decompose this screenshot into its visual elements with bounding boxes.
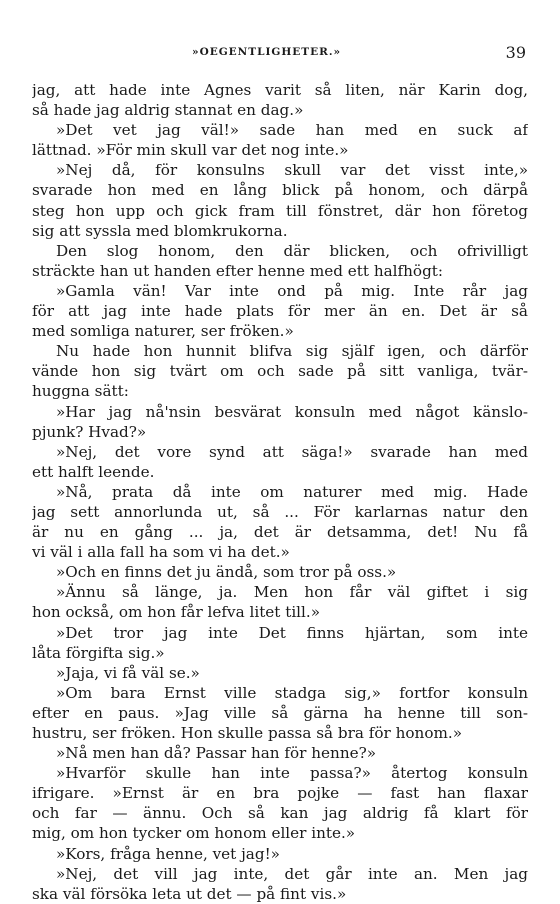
text-line: »Nå, prata då inte om naturer med mig. Hade (56, 482, 528, 501)
text-line: huggna sätt: (32, 382, 129, 401)
text-line: och far — ännu. Och så kan jag aldrig få klart för (32, 804, 528, 823)
text-line: »Nej då, för konsulns skull var det visst inte,» (56, 161, 528, 180)
text-line: »Det vet jag väl!» sade han med en suck af (56, 121, 528, 140)
text-line: »Kors, fråga henne, vet jag!» (56, 844, 280, 863)
text-line: Den slog honom, den där blicken, och ofrivilligt (56, 241, 528, 260)
text-line: »Det tror jag inte Det finns hjärtan, som inte (56, 623, 528, 642)
text-line: »Har jag nå'nsin besvärat konsuln med något känslo- (56, 402, 528, 421)
text-line: pjunk? Hvad?» (32, 422, 147, 441)
book-page (32, 0, 528, 903)
text-line: är nu en gång ... ja, det är detsamma, det! Nu få (32, 523, 528, 542)
text-line: sig att syssla med blomkrukorna. (32, 221, 288, 240)
text-line: Nu hade hon hunnit blifva sig själf igen, och därför (56, 342, 528, 361)
text-line: »Hvarför skulle han inte passa?» återtog konsuln (56, 764, 528, 783)
text-line: vände hon sig tvärt om och sade på sitt vanliga, tvär- (32, 362, 528, 381)
text-line: hon också, om hon får lefva litet till.» (32, 603, 321, 622)
text-line: svarade hon med en lång blick på honom, och därpå (32, 181, 528, 200)
body-text (32, 80, 528, 904)
text-line: sträckte han ut handen efter henne med ett halfhögt: (32, 261, 444, 280)
text-line: »Ännu så länge, ja. Men hon får väl giftet i sig (56, 583, 528, 602)
text-line: så hade jag aldrig stannat en dag.» (32, 101, 304, 120)
text-line: »Nej, det vill jag inte, det går inte an. Men jag (56, 864, 528, 883)
text-line: »Nej, det vore synd att säga!» svarade han med (56, 442, 528, 461)
text-line: mig, om hon tycker om honom eller inte.» (32, 824, 356, 843)
text-line: ska väl försöka leta ut det — på fint vis.» (32, 884, 347, 903)
text-line: »Om bara Ernst ville stadga sig,» fortfor konsuln (56, 683, 528, 702)
text-line: lättnad. »För min skull var det nog inte.» (32, 141, 349, 160)
text-line: efter en paus. »Jag ville så gärna ha henne till son- (32, 703, 528, 722)
text-line: »Gamla vän! Var inte ond på mig. Inte rår jag (56, 281, 528, 300)
text-line: ett halft leende. (32, 462, 155, 481)
text-line: jag, att hade inte Agnes varit så liten, när Karin dog, (32, 81, 528, 99)
text-line: jag sett annorlunda ut, så ... För karlarnas natur den (32, 502, 528, 521)
text-line: »Nå men han då? Passar han för henne?» (56, 744, 377, 763)
text-line: hustru, ser fröken. Hon skulle passa så bra för honom.» (32, 724, 462, 742)
text-line: vi väl i alla fall ha som vi ha det.» (32, 543, 290, 562)
text-line: ifrigare. »Ernst är en bra pojke — fast han flaxar (32, 784, 528, 803)
text-line: med somliga naturer, ser fröken.» (32, 322, 294, 341)
text-line: »Jaja, vi få väl se.» (56, 663, 200, 682)
text-line: låta förgifta sig.» (32, 643, 165, 662)
running-title: »OEGENTLIGHETER.» (192, 46, 342, 58)
text-line: steg hon upp och gick fram till fönstret, där hon företog (32, 201, 528, 220)
page-number: 39 (505, 43, 526, 62)
running-head (32, 44, 528, 62)
text-line: »Och en finns det ju ändå, som tror på oss.» (56, 563, 397, 582)
text-line: för att jag inte hade plats för mer än en. Det är så (32, 302, 528, 321)
